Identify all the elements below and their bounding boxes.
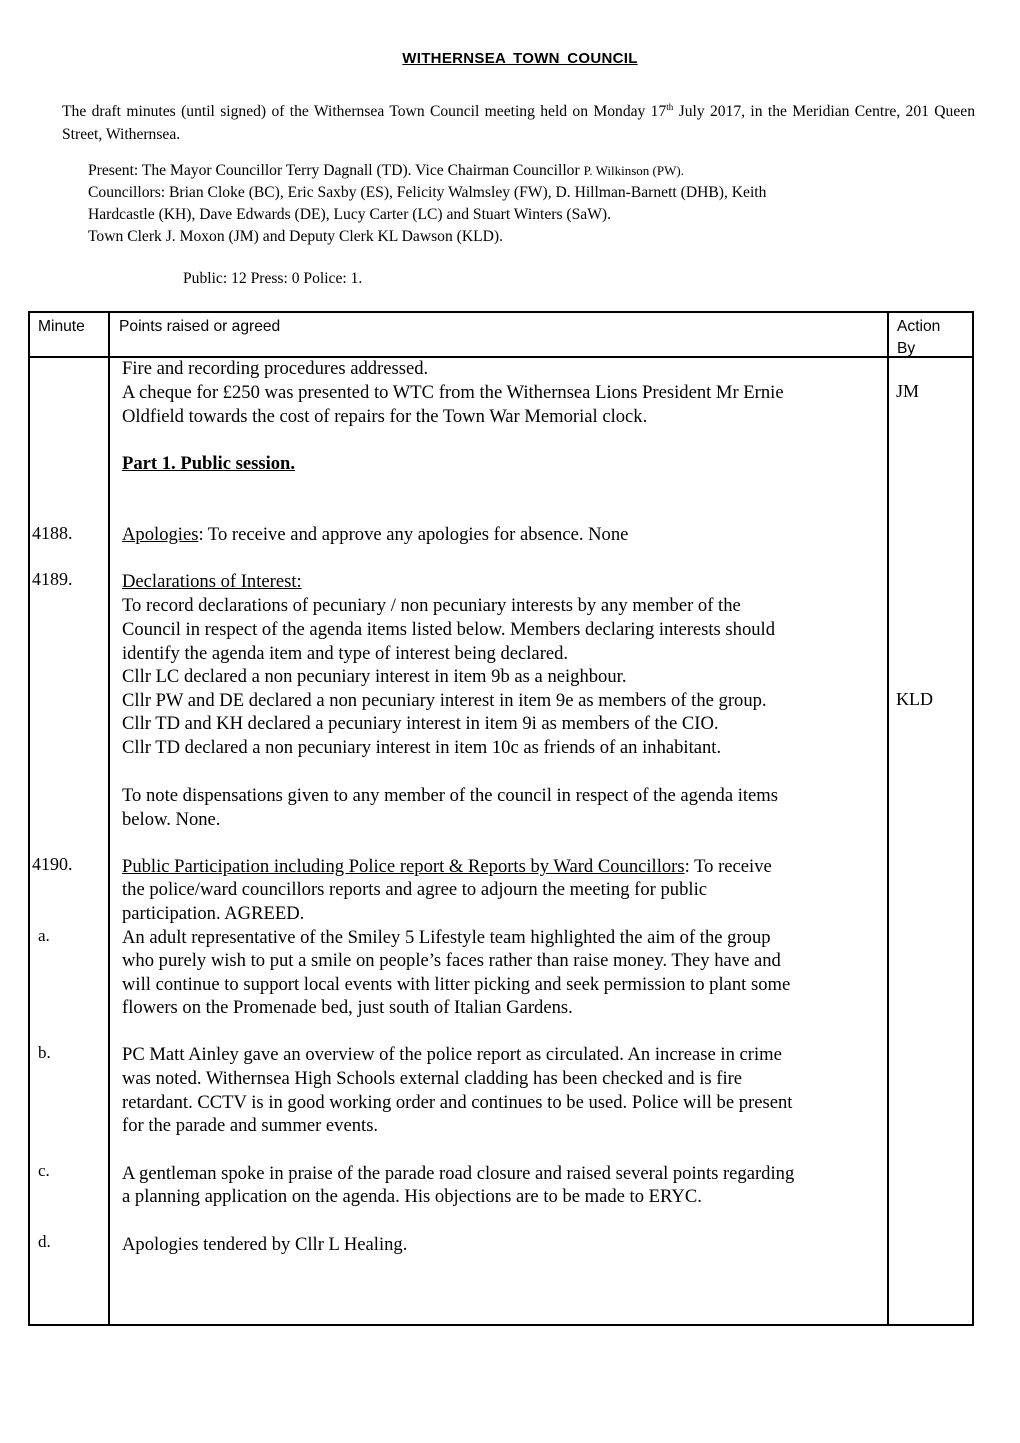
minute-4188-body: : To receive and approve any apologies for absence. None <box>198 524 629 545</box>
item-b-label: b. <box>38 1043 51 1062</box>
item-b-line: was noted. Withernsea High Schools external cladding has been checked and is fire <box>122 1068 743 1089</box>
minute-4189-line: Cllr TD declared a non pecuniary interest in item 10c as friends of an inhabitant. <box>122 737 722 758</box>
present-vice-chair: P. Wilkinson (PW). <box>583 163 684 178</box>
minute-4189-dispensations-1: To note dispensations given to any member of the council in respect of the agenda items <box>122 785 779 806</box>
minute-4188-number: 4188. <box>32 523 73 543</box>
minute-4190-first-line <box>122 855 772 879</box>
item-b-line: for the parade and summer events. <box>122 1115 379 1136</box>
intro-text-end: July 2017, in the Meridian Centre, 201 Queen Street, Withernsea. <box>62 103 975 144</box>
column-divider-2 <box>887 313 889 1324</box>
opening-line-1: Fire and recording procedures addressed. <box>122 358 429 379</box>
item-b-line: retardant. CCTV is in good working order and continues to be used. Police will be present <box>122 1092 793 1113</box>
minute-4188-heading: Apologies <box>122 524 199 545</box>
header-minute: Minute <box>38 318 85 335</box>
minute-4190-line: participation. AGREED. <box>122 903 305 924</box>
item-d-label: d. <box>38 1232 51 1251</box>
minute-4189-line: identify the agenda item and type of interest being declared. <box>122 643 569 664</box>
minute-4189-line: To record declarations of pecuniary / non pecuniary interests by any member of the <box>122 595 741 616</box>
attendance-present <box>88 160 968 182</box>
public-count: Public: 12 Press: 0 Police: 1. <box>183 270 363 287</box>
minute-4189-line: Cllr TD and KH declared a pecuniary interest in item 9i as members of the CIO. <box>122 713 719 734</box>
item-d-line: Apologies tendered by Cllr L Healing. <box>122 1234 408 1255</box>
minute-4189-line: Cllr PW and DE declared a non pecuniary interest in item 9e as members of the group. <box>122 690 767 711</box>
opening-action: JM <box>896 381 920 401</box>
clerks-line: Town Clerk J. Moxon (JM) and Deputy Clerk KL Dawson (KLD). <box>88 228 503 245</box>
minute-4189-number: 4189. <box>32 569 73 589</box>
minute-4188-text <box>122 523 628 547</box>
item-c-label: c. <box>38 1161 50 1180</box>
minute-4189-heading: Declarations of Interest: <box>122 571 302 592</box>
part1-heading: Part 1. Public session. <box>122 453 296 474</box>
councillors-line-1: Councillors: Brian Cloke (BC), Eric Saxby (ES), Felicity Walmsley (FW), D. Hillman-Barnett (DHB), Keith <box>88 184 767 201</box>
minute-4189-action: KLD <box>896 689 933 709</box>
item-a-line: An adult representative of the Smiley 5 Lifestyle team highlighted the aim of the group <box>122 927 771 948</box>
item-b-line: PC Matt Ainley gave an overview of the police report as circulated. An increase in crime <box>122 1044 782 1065</box>
header-action-line-2: By <box>897 340 916 357</box>
item-a-line: who purely wish to put a smile on people’s faces rather than raise money. They have and <box>122 950 781 971</box>
column-divider-1 <box>108 313 110 1324</box>
item-a-line: flowers on the Promenade bed, just south of Italian Gardens. <box>122 997 573 1018</box>
minute-4190-number: 4190. <box>32 854 73 874</box>
present-line: Present: The Mayor Councillor Terry Dagnall (TD). Vice Chairman Councillor <box>88 162 584 179</box>
minute-4190-heading-rest: : To receive <box>684 856 772 877</box>
intro-paragraph <box>62 96 975 146</box>
minute-4190-heading: Public Participation including Police report & Reports by Ward Councillors <box>122 856 685 877</box>
header-action-line-1: Action <box>897 318 941 335</box>
minute-4190-line: the police/ward councillors reports and agree to adjourn the meeting for public <box>122 879 707 900</box>
item-a-line: will continue to support local events with litter picking and seek permission to plant some <box>122 974 791 995</box>
intro-text-start: The draft minutes (until signed) of the Withernsea Town Council meeting held on Monday 17 <box>62 103 667 121</box>
header-action <box>897 316 940 360</box>
minute-4189-line: Council in respect of the agenda items listed below. Members declaring interests should <box>122 619 776 640</box>
item-a-label: a. <box>38 926 50 945</box>
header-points: Points raised or agreed <box>119 318 281 335</box>
minute-4189-dispensations-2: below. None. <box>122 809 221 830</box>
document-title: WITHERNSEA TOWN COUNCIL <box>402 50 638 67</box>
item-c-line: a planning application on the agenda. His objections are to be made to ERYC. <box>122 1186 702 1207</box>
opening-line-3: Oldfield towards the cost of repairs for the Town War Memorial clock. <box>122 406 648 427</box>
minute-4189-line: Cllr LC declared a non pecuniary interest in item 9b as a neighbour. <box>122 666 627 687</box>
councillors-line-2: Hardcastle (KH), Dave Edwards (DE), Lucy Carter (LC) and Stuart Winters (SaW). <box>88 206 612 223</box>
opening-line-2: A cheque for £250 was presented to WTC from the Withernsea Lions President Mr Ernie <box>122 382 784 403</box>
item-c-line: A gentleman spoke in praise of the parade road closure and raised several points regarding <box>122 1163 795 1184</box>
intro-date-suffix: th <box>666 102 674 112</box>
